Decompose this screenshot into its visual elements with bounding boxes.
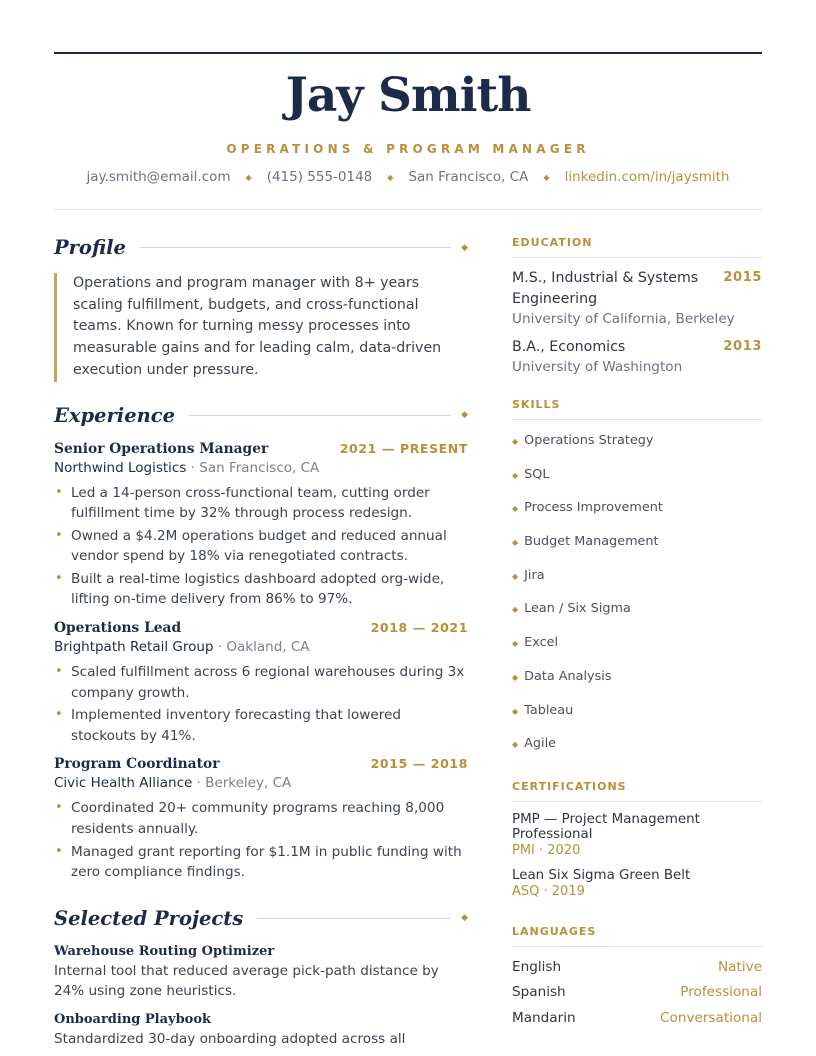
email-link[interactable]: jay.smith@email.com bbox=[86, 169, 231, 185]
language-row bbox=[512, 955, 762, 981]
skill-item: ◆ Jira bbox=[512, 567, 545, 583]
job-dates: 2015 — 2018 bbox=[370, 756, 468, 772]
job-dates: 2018 — 2021 bbox=[370, 620, 468, 636]
skills-header: SKILLS bbox=[512, 398, 762, 420]
bullet-icon: • bbox=[55, 843, 63, 859]
phone-number: (415) 555-0148 bbox=[266, 169, 373, 185]
list-item: • Built a real-time logistics dashboard adopted org-wide, lifting on-time delivery from 86% to 97%. bbox=[55, 570, 445, 608]
skill-item: ◆ Operations Strategy bbox=[512, 433, 654, 448]
school-name: University of Washington bbox=[512, 359, 683, 375]
diamond-icon: ◆ bbox=[512, 538, 519, 548]
degree-name: M.S., Industrial & Systems Engineering bbox=[512, 270, 699, 307]
diamond-icon: ◆ bbox=[512, 605, 519, 615]
list-item: • Owned a $4.2M operations budget and reduced annual vendor spend by 18% via renegotiated contracts. bbox=[55, 527, 447, 565]
bullet-icon: • bbox=[55, 800, 63, 816]
list-item: • Coordinated 20+ community programs reaching 8,000 residents annually. bbox=[55, 800, 445, 838]
language-row bbox=[512, 980, 762, 1006]
job-title: Senior Operations Manager bbox=[54, 440, 269, 457]
job-entry bbox=[54, 756, 468, 882]
diamond-icon: ◆ bbox=[512, 470, 519, 480]
projects-section-header bbox=[54, 907, 468, 930]
company-name: Brightpath Retail Group bbox=[54, 639, 214, 656]
bullet-icon: • bbox=[55, 484, 63, 500]
job-entry bbox=[54, 620, 468, 746]
job-bullets bbox=[54, 798, 468, 882]
degree-year: 2015 bbox=[723, 270, 762, 285]
language-level: Native bbox=[717, 958, 762, 975]
job-title: Operations Lead bbox=[54, 620, 182, 637]
candidate-name: Jay Smith bbox=[285, 68, 531, 123]
education-entry bbox=[512, 337, 762, 375]
company-location: · Berkeley, CA bbox=[196, 775, 292, 792]
certification-meta: PMI · 2020 bbox=[512, 842, 581, 858]
diamond-icon: ◆ bbox=[543, 172, 550, 182]
job-company bbox=[54, 775, 468, 791]
project-entry bbox=[54, 944, 468, 1002]
bullet-icon: • bbox=[55, 527, 63, 543]
skills-list bbox=[512, 424, 762, 761]
language-name: English bbox=[512, 958, 562, 975]
section-rule bbox=[257, 918, 451, 919]
certification-entry bbox=[512, 868, 762, 899]
list-item: • Scaled fulfillment across 6 regional warehouses during 3x company growth. bbox=[55, 664, 465, 701]
candidate-role: OPERATIONS & PROGRAM MANAGER bbox=[226, 142, 590, 156]
job-bullets bbox=[54, 483, 468, 611]
degree-name: B.A., Economics bbox=[512, 339, 626, 355]
diamond-icon: ◆ bbox=[461, 913, 468, 924]
skill-item: ◆ Excel bbox=[512, 635, 559, 651]
bullet-icon: • bbox=[55, 570, 63, 586]
section-rule bbox=[140, 247, 451, 248]
list-item: • Managed grant reporting for $1.1M in public funding with zero compliance findings. bbox=[55, 843, 462, 881]
project-title: Onboarding Playbook bbox=[54, 1012, 212, 1028]
job-bullets bbox=[54, 662, 468, 746]
profile-section-header bbox=[54, 236, 468, 259]
linkedin-link[interactable]: linkedin.com/in/jaysmith bbox=[564, 169, 730, 185]
school-name: University of California, Berkeley bbox=[512, 311, 735, 327]
education-entry bbox=[512, 268, 762, 327]
bullet-icon: • bbox=[55, 707, 63, 723]
section-title: Selected Projects bbox=[54, 906, 244, 930]
skill-item: ◆ SQL bbox=[512, 466, 550, 482]
location-text: San Francisco, CA bbox=[408, 169, 529, 185]
section-title: Profile bbox=[54, 236, 126, 259]
job-company bbox=[54, 639, 468, 655]
certification-entry bbox=[512, 812, 762, 858]
diamond-icon: ◆ bbox=[512, 672, 519, 682]
certification-name: PMP — Project Management Professional bbox=[512, 811, 700, 842]
diamond-icon: ◆ bbox=[512, 639, 519, 649]
job-title: Program Coordinator bbox=[54, 756, 220, 773]
list-item: • Led a 14-person cross-functional team, cutting order fulfillment time by 32% through process redesign. bbox=[55, 484, 430, 522]
project-entry bbox=[54, 1012, 468, 1050]
language-name: Mandarin bbox=[512, 1009, 576, 1026]
diamond-icon: ◆ bbox=[461, 242, 468, 253]
section-rule bbox=[189, 415, 451, 416]
header-divider bbox=[54, 209, 762, 210]
experience-section-header bbox=[54, 404, 468, 427]
diamond-icon: ◆ bbox=[512, 740, 519, 750]
diamond-icon: ◆ bbox=[512, 437, 519, 446]
profile-summary: Operations and program manager with 8+ years scaling fulfillment, budgets, and cross-functional teams. Known for turning messy processes into measurable gains and for leading calm, data-driven execution under pressure. bbox=[54, 273, 468, 382]
skill-item: ◆ Budget Management bbox=[512, 534, 659, 550]
skill-item: ◆ Agile bbox=[512, 736, 557, 752]
bullet-icon: • bbox=[55, 664, 63, 680]
company-name: Northwind Logistics bbox=[54, 459, 187, 476]
certification-name: Lean Six Sigma Green Belt bbox=[512, 867, 691, 883]
diamond-icon: ◆ bbox=[512, 571, 519, 581]
language-level: Conversational bbox=[660, 1009, 762, 1026]
languages-header: LANGUAGES bbox=[512, 925, 762, 947]
certification-meta: ASQ · 2019 bbox=[512, 883, 585, 899]
diamond-icon: ◆ bbox=[387, 172, 394, 182]
top-rule bbox=[54, 52, 762, 54]
contact-bar bbox=[0, 169, 816, 185]
education-header: EDUCATION bbox=[512, 236, 762, 258]
list-item: • Implemented inventory forecasting that lowered stockouts by 41%. bbox=[55, 707, 401, 744]
skill-item: ◆ Lean / Six Sigma bbox=[512, 601, 631, 617]
job-company bbox=[54, 460, 468, 476]
project-title: Warehouse Routing Optimizer bbox=[54, 943, 275, 959]
certifications-header: CERTIFICATIONS bbox=[512, 780, 762, 802]
skill-item: ◆ Process Improvement bbox=[512, 500, 663, 516]
job-entry bbox=[54, 441, 468, 611]
project-description: Standardized 30-day onboarding adopted across all bbox=[54, 1031, 406, 1048]
skill-item: ◆ Data Analysis bbox=[512, 668, 612, 684]
sidebar-column bbox=[512, 230, 762, 1031]
section-title: Experience bbox=[54, 403, 176, 427]
company-location: · Oakland, CA bbox=[217, 639, 310, 656]
company-name: Civic Health Alliance bbox=[54, 775, 193, 792]
diamond-icon: ◆ bbox=[512, 504, 519, 514]
job-dates: 2021 — PRESENT bbox=[339, 440, 468, 456]
language-name: Spanish bbox=[512, 984, 566, 1001]
diamond-icon: ◆ bbox=[461, 410, 468, 421]
diamond-icon: ◆ bbox=[512, 706, 519, 716]
skill-item: ◆ Tableau bbox=[512, 702, 574, 718]
languages-list bbox=[512, 955, 762, 1032]
degree-year: 2013 bbox=[723, 339, 762, 354]
main-column bbox=[54, 230, 468, 1050]
language-row bbox=[512, 1006, 762, 1032]
diamond-icon: ◆ bbox=[245, 172, 252, 182]
language-level: Professional bbox=[680, 984, 762, 1001]
company-location: · San Francisco, CA bbox=[190, 459, 320, 476]
project-description: Internal tool that reduced average pick-path distance by 24% using zone heuristics. bbox=[54, 962, 439, 1000]
